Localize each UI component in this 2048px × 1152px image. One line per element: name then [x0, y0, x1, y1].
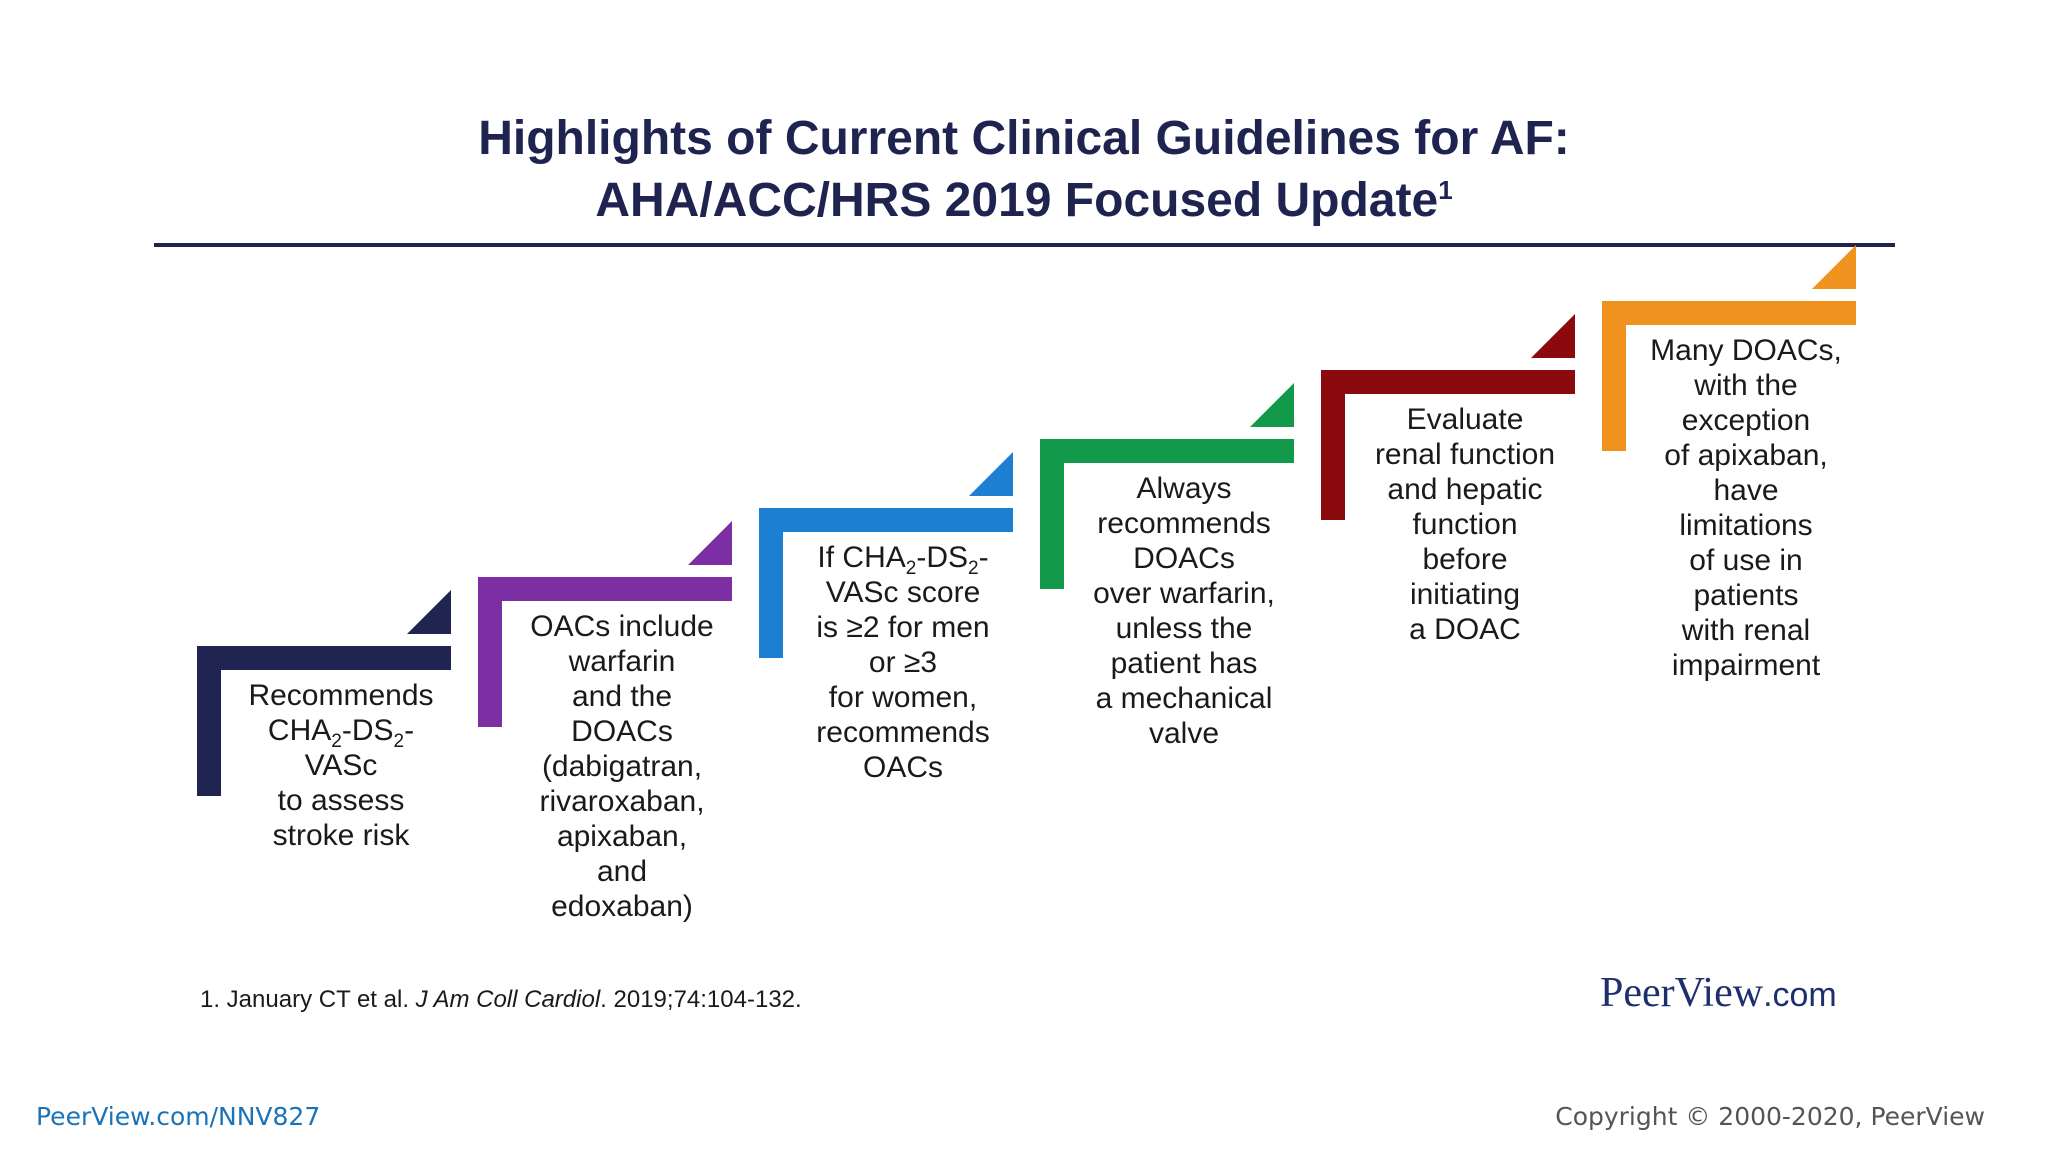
reference-journal: J Am Coll Cardiol [415, 986, 601, 1013]
title-divider [154, 243, 1895, 247]
reference-suffix: . 2019;74:104-132. [600, 986, 802, 1013]
footer-link[interactable]: PeerView.com/NNV827 [36, 1102, 321, 1131]
title-line-2-text: AHA/ACC/HRS 2019 Focused Update [595, 174, 1439, 227]
title-footnote-marker: 1 [1438, 175, 1453, 205]
step-bar-horizontal [1321, 370, 1575, 394]
step-text: Evaluate renal function and hepatic function before initiating a DOAC [1374, 403, 1556, 646]
reference-citation [200, 986, 802, 1014]
reference-prefix: 1. January CT et al. [200, 986, 416, 1013]
step-bar-horizontal [197, 646, 451, 670]
step-bar-horizontal [478, 577, 732, 601]
step-bar-horizontal [759, 508, 1013, 532]
step-text: Recommends $CHA_2-DS_2-$ VASc to assess stroke risk [248, 679, 434, 852]
subscript: 2 [968, 558, 979, 579]
title-line-1: Highlights of Current Clinical Guidelines for AF: [478, 112, 1570, 165]
subscript: 2 [905, 558, 917, 579]
peerview-logo [1600, 969, 1837, 1017]
step-text: If $CHA_2-DS_2-$ VASc score is ≥2 for men or ≥3 for women, recommends OACs [816, 541, 990, 784]
subscript: 2 [331, 731, 342, 752]
step-arrow-triangle [1250, 383, 1294, 427]
step-text: Always recommends DOACs over warfarin, unless the patient has a mechanical valve [1093, 472, 1275, 750]
step-text: OACs include warfarin and the DOACs (dabigatran, rivaroxaban, apixaban, and edoxaban) [530, 610, 714, 923]
step-arrow-triangle [1812, 245, 1856, 289]
brand-suffix: .com [1763, 976, 1837, 1014]
step-arrow-triangle [969, 452, 1013, 496]
step-arrow-triangle [688, 521, 732, 565]
copyright-text: Copyright © 2000-2020, PeerView [1555, 1102, 1985, 1131]
subscript: 2 [393, 731, 405, 752]
step-text: Many DOACs, with the exception of apixaban, have limitations of use in patients with renal impairment [1650, 334, 1842, 682]
step-arrow-triangle [1531, 314, 1575, 358]
brand-name: PeerView [1600, 970, 1764, 1016]
step-bar-horizontal [1040, 439, 1294, 463]
slide-title [0, 108, 2048, 232]
step-arrow-triangle [407, 590, 451, 634]
step-bar-horizontal [1602, 301, 1856, 325]
title-line-2 [0, 170, 2048, 232]
